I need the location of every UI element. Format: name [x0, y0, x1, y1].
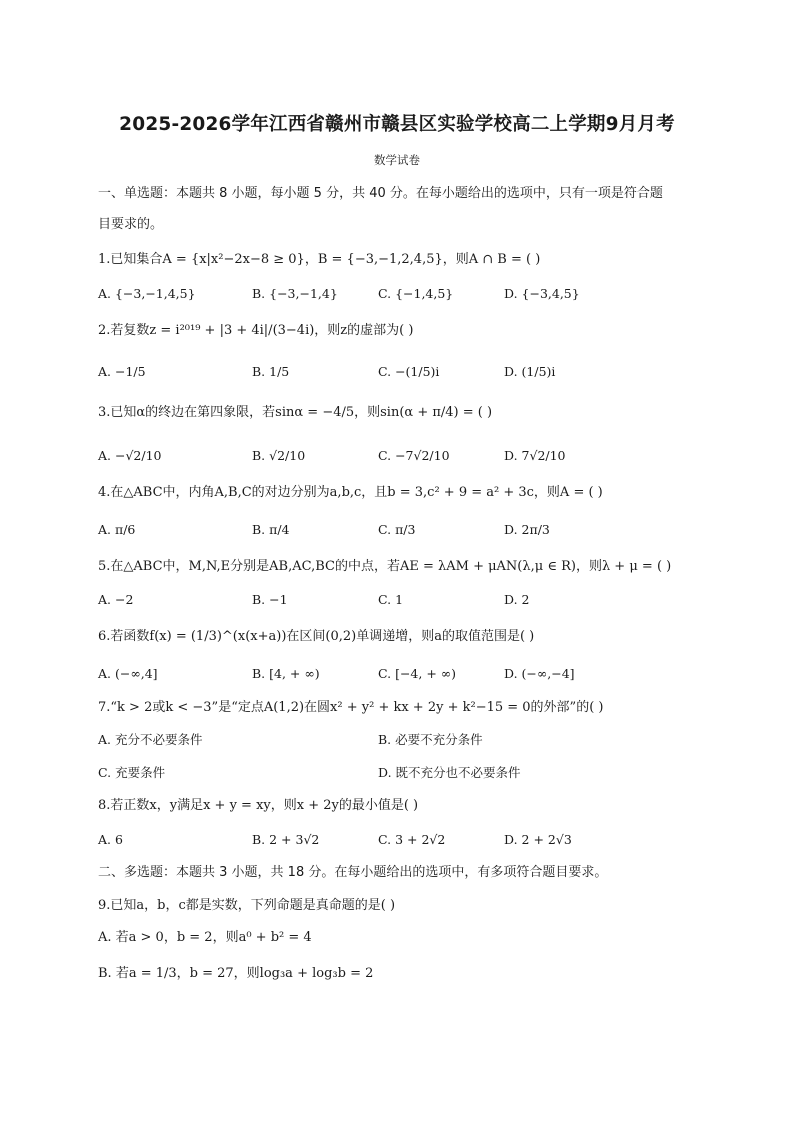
- question-7-options-row1: [98, 731, 708, 761]
- question-2-option-d[interactable]: D. (1/5)i: [504, 364, 556, 379]
- question-2-option-c[interactable]: C. −(1/5)i: [378, 364, 440, 379]
- question-6-stem: 6.若函数f(x) = (1/3)^(x(x+a))在区间(0,2)单调递增，则a的取值范围是( ): [98, 629, 535, 644]
- question-7-option-a[interactable]: A. 充分不必要条件: [98, 732, 203, 747]
- question-2-stem: 2.若复数z = i²⁰¹⁹ + |3 + 4i|/(3−4i)，则z的虚部为( ): [98, 323, 414, 338]
- question-6-options: [98, 665, 708, 695]
- question-6-option-a[interactable]: A. (−∞,4]: [98, 666, 158, 681]
- page-title: 2025-2026学年江西省赣州市赣县区实验学校高二上学期9月月考: [119, 114, 675, 135]
- question-3-option-d[interactable]: D. 7√2/10: [504, 448, 566, 463]
- question-5-option-a[interactable]: A. −2: [98, 592, 134, 607]
- question-4-option-a[interactable]: A. π/6: [98, 522, 136, 537]
- question-2-options: [98, 363, 708, 393]
- question-5-option-c[interactable]: C. 1: [378, 592, 404, 607]
- page-subtitle: 数学试卷: [374, 153, 420, 167]
- question-3-option-b[interactable]: B. √2/10: [252, 448, 306, 463]
- question-7-option-b[interactable]: B. 必要不充分条件: [378, 732, 483, 747]
- section-1-heading: 一、单选题：本题共 8 小题，每小题 5 分，共 40 分。在每小题给出的选项中，只有一项是符合题: [98, 186, 663, 201]
- question-7-option-d[interactable]: D. 既不充分也不必要条件: [378, 765, 521, 780]
- question-8-options: [98, 831, 708, 861]
- question-3-options: [98, 447, 708, 477]
- section-1-heading-cont: 目要求的。: [98, 217, 164, 232]
- question-9-option-b[interactable]: B. 若a = 1/3，b = 27，则log₃a + log₃b = 2: [98, 966, 374, 981]
- question-9-option-a[interactable]: A. 若a > 0，b = 2，则a⁰ + b² = 4: [98, 930, 312, 945]
- question-1-option-b[interactable]: B. {−3,−1,4}: [252, 286, 338, 301]
- question-4-options: [98, 521, 708, 551]
- question-4-option-b[interactable]: B. π/4: [252, 522, 290, 537]
- question-2-option-b[interactable]: B. 1/5: [252, 364, 290, 379]
- question-7-options-row2: [98, 764, 708, 794]
- question-3-stem: 3.已知α的终边在第四象限，若sinα = −4/5，则sin(α + π/4) = ( ): [98, 405, 493, 420]
- question-5-options: [98, 591, 708, 621]
- question-1-option-c[interactable]: C. {−1,4,5}: [378, 286, 454, 301]
- question-1-option-d[interactable]: D. {−3,4,5}: [504, 286, 580, 301]
- question-7-stem: 7.“k > 2或k < −3”是“定点A(1,2)在圆x² + y² + kx + 2y + k²−15 = 0的外部”的( ): [98, 700, 604, 715]
- section-2-heading: 二、多选题：本题共 3 小题，共 18 分。在每小题给出的选项中，有多项符合题目要求。: [98, 865, 608, 880]
- question-9-stem: 9.已知a，b，c都是实数，下列命题是真命题的是( ): [98, 898, 396, 913]
- question-2-option-a[interactable]: A. −1/5: [98, 364, 146, 379]
- question-1-stem: 1.已知集合A = {x|x²−2x−8 ≥ 0}，B = {−3,−1,2,4,5}，则A ∩ B = ( ): [98, 252, 541, 267]
- question-3-option-c[interactable]: C. −7√2/10: [378, 448, 450, 463]
- question-4-option-c[interactable]: C. π/3: [378, 522, 416, 537]
- question-8-option-c[interactable]: C. 3 + 2√2: [378, 832, 446, 847]
- question-5-option-d[interactable]: D. 2: [504, 592, 530, 607]
- question-1-option-a[interactable]: A. {−3,−1,4,5}: [98, 286, 196, 301]
- question-3-option-a[interactable]: A. −√2/10: [98, 448, 162, 463]
- question-5-option-b[interactable]: B. −1: [252, 592, 288, 607]
- question-6-option-c[interactable]: C. [−4, + ∞): [378, 666, 457, 681]
- question-8-option-d[interactable]: D. 2 + 2√3: [504, 832, 572, 847]
- question-1-options: [98, 285, 708, 315]
- question-6-option-d[interactable]: D. (−∞,−4]: [504, 666, 575, 681]
- question-8-option-b[interactable]: B. 2 + 3√2: [252, 832, 320, 847]
- question-8-stem: 8.若正数x，y满足x + y = xy，则x + 2y的最小值是( ): [98, 798, 419, 813]
- question-6-option-b[interactable]: B. [4, + ∞): [252, 666, 320, 681]
- question-4-option-d[interactable]: D. 2π/3: [504, 522, 550, 537]
- question-7-option-c[interactable]: C. 充要条件: [98, 765, 166, 780]
- question-8-option-a[interactable]: A. 6: [98, 832, 123, 847]
- question-5-stem: 5.在△ABC中，M,N,E分别是AB,AC,BC的中点，若AE = λAM + μAN(λ,μ ∈ R)，则λ + μ = ( ): [98, 559, 672, 574]
- question-4-stem: 4.在△ABC中，内角A,B,C的对边分别为a,b,c，且b = 3,c² + 9 = a² + 3c，则A = ( ): [98, 485, 603, 500]
